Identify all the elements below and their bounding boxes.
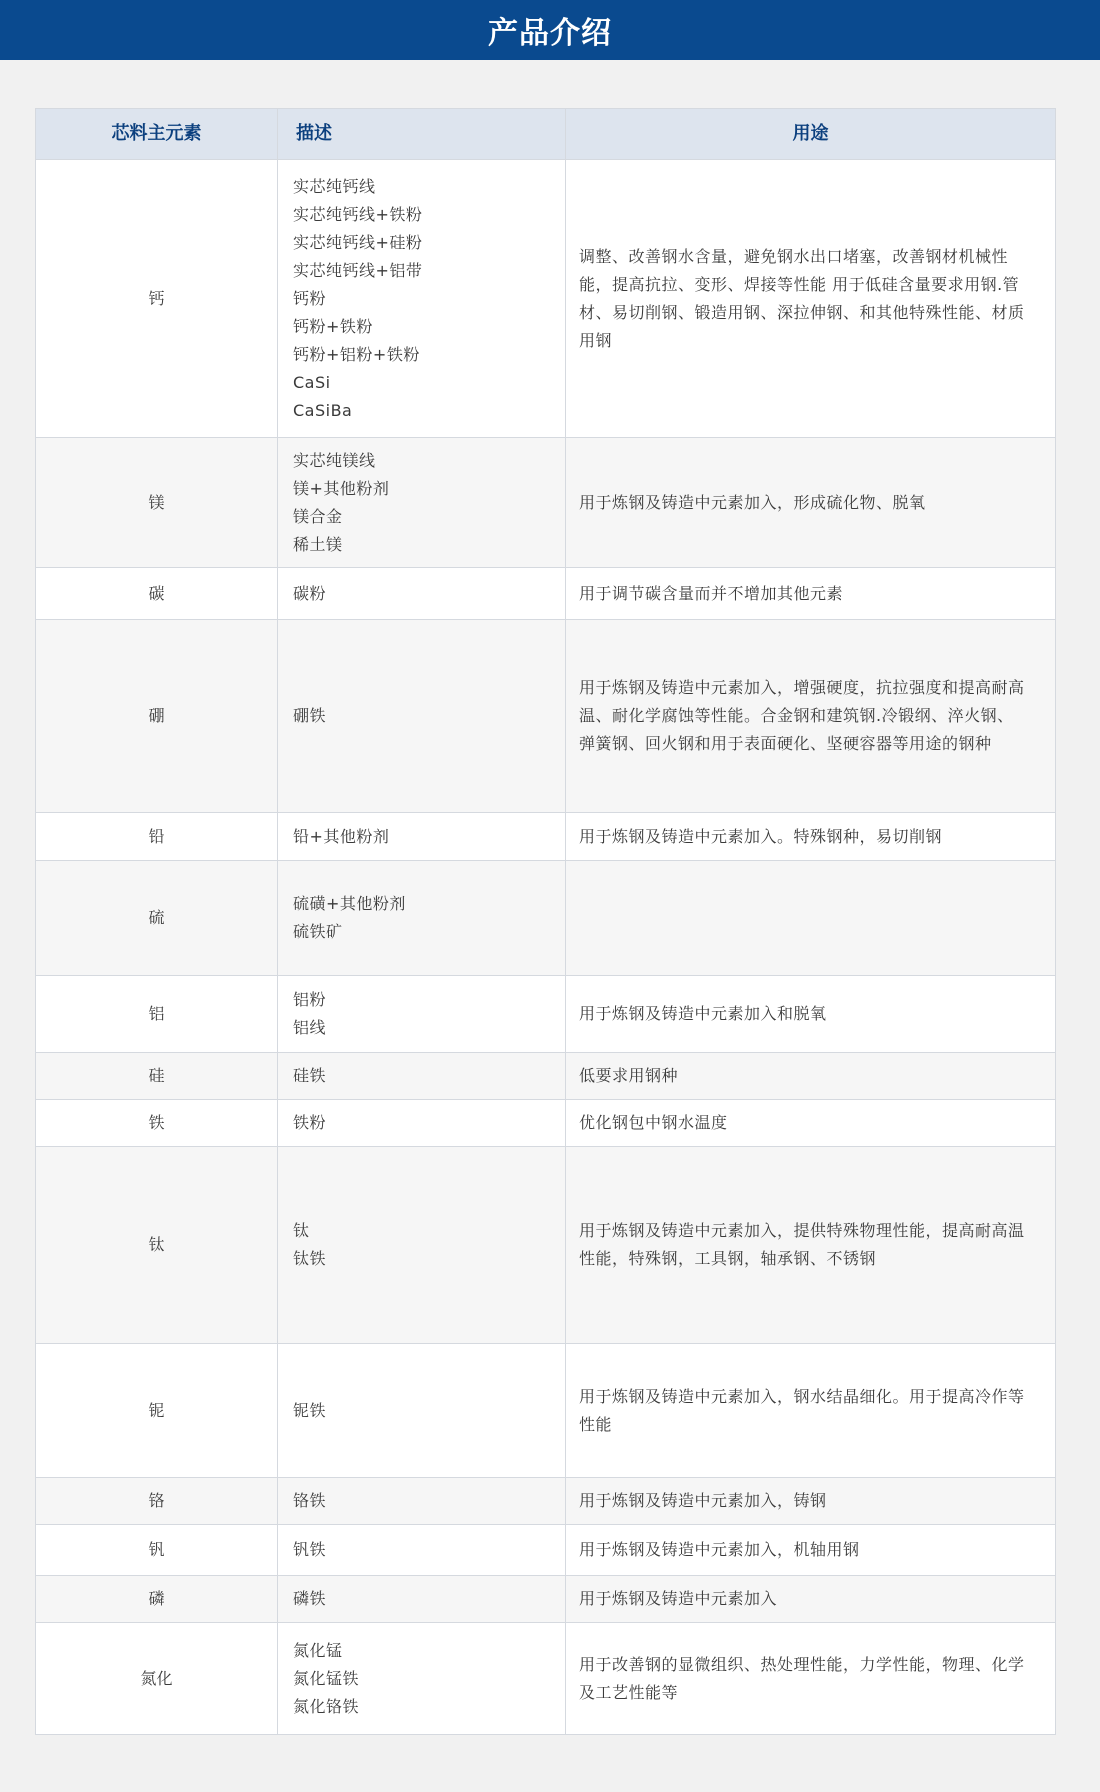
description-line: 氮化铬铁 (293, 1696, 360, 1716)
description-line: 铌铁 (293, 1400, 327, 1420)
table-row (36, 1623, 1056, 1735)
usage-text: 低要求用钢种 (579, 1066, 679, 1085)
cell-usage (566, 1053, 1056, 1100)
cell-usage (566, 438, 1056, 568)
cell-description (278, 813, 566, 861)
cell-usage (566, 1525, 1056, 1576)
page-title: 产品介绍 (488, 16, 612, 51)
description-line: 铝粉 (293, 990, 327, 1009)
cell-description (278, 1576, 566, 1623)
table-row (36, 1100, 1056, 1147)
usage-text: 用于炼钢及铸造中元素加入。特殊钢种，易切削钢 (579, 826, 943, 846)
usage-text: 用于炼钢及铸造中元素加入，钢水结晶细化。用于提高冷作等性能 (579, 1386, 1025, 1434)
cell-element: 硫 (36, 861, 278, 976)
description-line: CaSiBa (293, 400, 353, 420)
usage-text: 用于炼钢及铸造中元素加入，机轴用钢 (579, 1540, 860, 1559)
cell-description (278, 1525, 566, 1576)
usage-text: 用于炼钢及铸造中元素加入，提供特殊物理性能，提高耐高温性能，特殊钢，工具钢，轴承钢、不锈钢 (579, 1221, 1025, 1268)
usage-text: 用于炼钢及铸造中元素加入和脱氧 (579, 1004, 827, 1023)
table-row (36, 620, 1056, 813)
cell-description (278, 976, 566, 1053)
cell-usage (566, 568, 1056, 620)
description-line: CaSi (293, 372, 331, 392)
description-line: 铬铁 (293, 1491, 327, 1510)
table-row (36, 1344, 1056, 1478)
product-table (35, 108, 1056, 1735)
cell-description (278, 1623, 566, 1735)
table-row (36, 438, 1056, 568)
description-line: 硅铁 (293, 1066, 327, 1085)
cell-description (278, 438, 566, 568)
description-line: 实芯纯钙线+硅粉 (293, 232, 423, 252)
table-row (36, 568, 1056, 620)
cell-usage (566, 1147, 1056, 1344)
description-line: 镁+其他粉剂 (293, 478, 390, 498)
cell-element: 铬 (36, 1478, 278, 1525)
cell-description (278, 1100, 566, 1147)
cell-element: 铝 (36, 976, 278, 1053)
cell-element: 铌 (36, 1344, 278, 1478)
product-table-container (35, 108, 1055, 1735)
description-line: 铅+其他粉剂 (293, 826, 390, 846)
description-line: 磷铁 (293, 1589, 327, 1608)
table-row (36, 1147, 1056, 1344)
cell-element: 磷 (36, 1576, 278, 1623)
cell-usage (566, 1623, 1056, 1735)
cell-description (278, 1344, 566, 1478)
description-line: 实芯纯钙线+铁粉 (293, 204, 423, 224)
cell-element: 碳 (36, 568, 278, 620)
description-line: 钙粉 (293, 288, 327, 308)
description-line: 铁粉 (293, 1113, 327, 1132)
cell-description (278, 160, 566, 438)
table-body (36, 160, 1056, 1735)
cell-description (278, 568, 566, 620)
cell-element: 镁 (36, 438, 278, 568)
cell-element: 钙 (36, 160, 278, 438)
cell-usage (566, 861, 1056, 976)
table-row (36, 1525, 1056, 1576)
cell-element: 氮化 (36, 1623, 278, 1735)
description-line: 钛 (293, 1221, 310, 1240)
usage-text: 用于改善钢的显微组织、热处理性能，力学性能，物理、化学及工艺性能等 (579, 1654, 1025, 1702)
cell-description (278, 861, 566, 976)
cell-usage (566, 1478, 1056, 1525)
description-line: 稀土镁 (293, 534, 343, 554)
cell-description (278, 1147, 566, 1344)
table-row (36, 861, 1056, 976)
cell-element: 钛 (36, 1147, 278, 1344)
usage-text: 用于调节碳含量而并不增加其他元素 (579, 583, 844, 603)
description-line: 实芯纯钙线+铝带 (293, 260, 423, 280)
cell-description (278, 1053, 566, 1100)
description-line: 硼铁 (293, 706, 327, 725)
usage-text: 优化钢包中钢水温度 (579, 1113, 728, 1132)
cell-element: 硼 (36, 620, 278, 813)
table-row (36, 813, 1056, 861)
description-line: 钙粉+铁粉 (293, 316, 373, 336)
cell-usage (566, 1344, 1056, 1478)
description-line: 硫铁矿 (293, 922, 343, 941)
cell-usage (566, 976, 1056, 1053)
description-line: 镁合金 (293, 506, 343, 526)
header-element: 芯料主元素 (36, 109, 278, 160)
header-description: 描述 (278, 109, 566, 160)
description-line: 碳粉 (293, 583, 327, 603)
table-row (36, 1478, 1056, 1525)
usage-text: 用于炼钢及铸造中元素加入，形成硫化物、脱氧 (579, 492, 926, 512)
table-row (36, 160, 1056, 438)
description-line: 钛铁 (293, 1249, 327, 1268)
cell-element: 铅 (36, 813, 278, 861)
usage-text: 调整、改善钢水含量，避免钢水出口堵塞，改善钢材机械性能，提高抗拉、变形、焊接等性能 用于低硅含量要求用钢.管材、易切削钢、锻造用钢、深拉伸钢、和其他特殊性能、材质用钢 (579, 246, 1025, 350)
cell-usage (566, 813, 1056, 861)
description-line: 硫磺+其他粉剂 (293, 894, 406, 913)
cell-usage (566, 620, 1056, 813)
usage-text: 用于炼钢及铸造中元素加入，增强硬度，抗拉强度和提高耐高温、耐化学腐蚀等性能。合金钢和建筑钢.冷锻纲、淬火钢、弹簧钢、回火钢和用于表面硬化、坚硬容器等用途的钢种 (579, 678, 1025, 753)
cell-element: 钒 (36, 1525, 278, 1576)
cell-usage (566, 1576, 1056, 1623)
cell-element: 硅 (36, 1053, 278, 1100)
cell-usage (566, 1100, 1056, 1147)
usage-text: 用于炼钢及铸造中元素加入，铸钢 (579, 1491, 827, 1510)
usage-text: 用于炼钢及铸造中元素加入 (579, 1589, 778, 1608)
cell-usage (566, 160, 1056, 438)
table-row (36, 976, 1056, 1053)
table-header-row (36, 109, 1056, 160)
description-line: 氮化锰 (293, 1640, 343, 1660)
description-line: 氮化锰铁 (293, 1668, 360, 1688)
description-line: 钙粉+铝粉+铁粉 (293, 344, 420, 364)
page-header (0, 0, 1100, 60)
header-usage: 用途 (566, 109, 1056, 160)
description-line: 实芯纯镁线 (293, 450, 376, 470)
cell-element: 铁 (36, 1100, 278, 1147)
cell-description (278, 1478, 566, 1525)
description-line: 铝线 (293, 1018, 327, 1037)
description-line: 实芯纯钙线 (293, 176, 376, 196)
table-row (36, 1053, 1056, 1100)
cell-description (278, 620, 566, 813)
description-line: 钒铁 (293, 1540, 327, 1559)
table-row (36, 1576, 1056, 1623)
